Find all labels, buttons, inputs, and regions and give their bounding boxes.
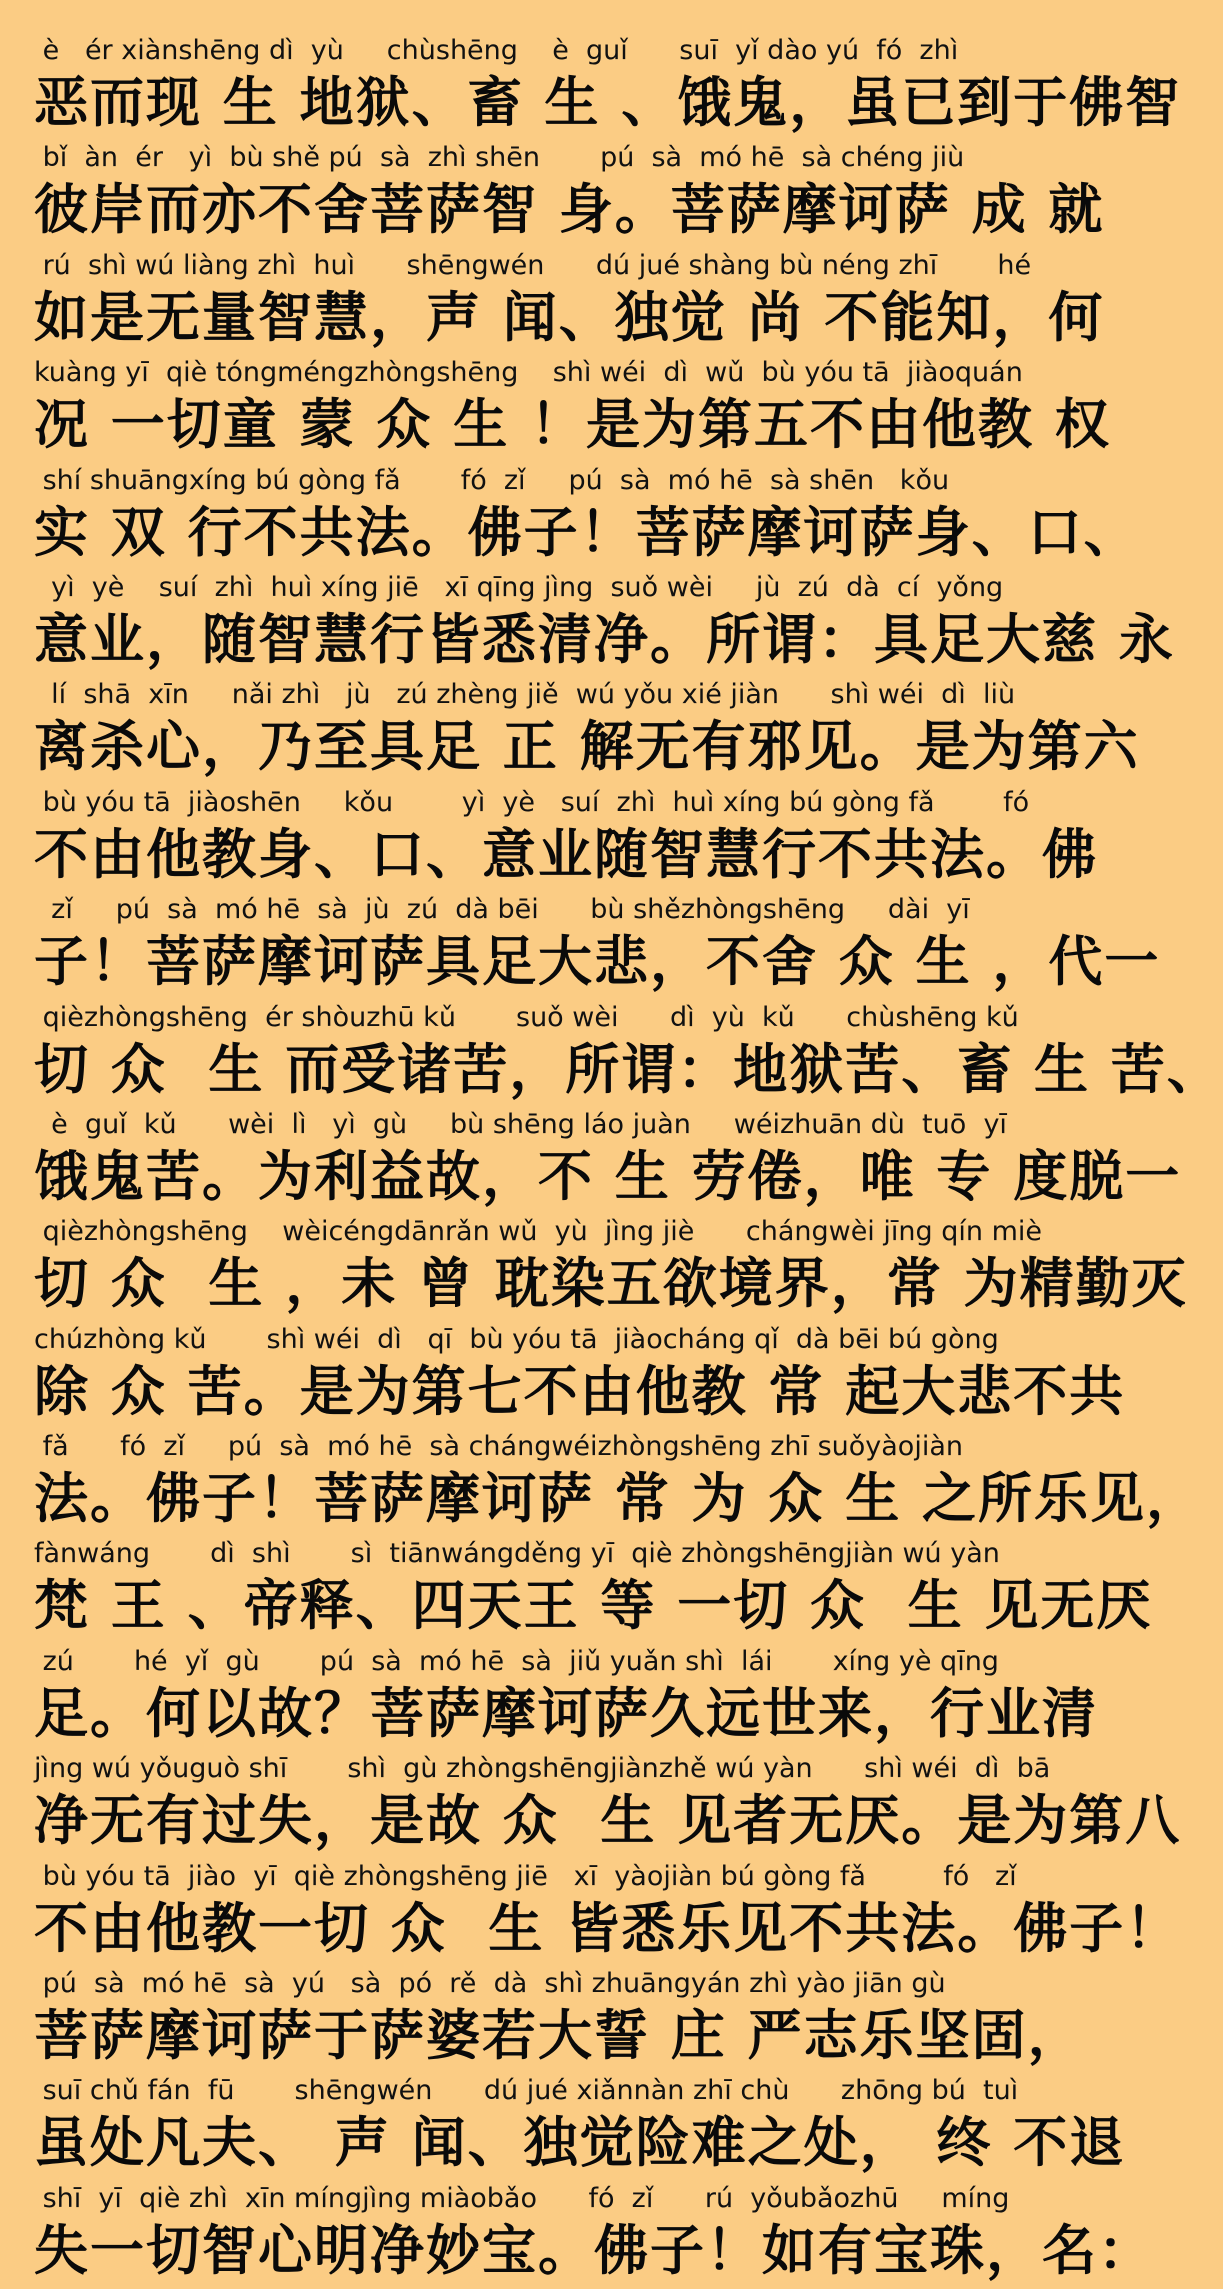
- hanzi-row: 切 众 生 而受诸苦，所谓：地狱苦、畜 生 苦、: [34, 1037, 1223, 1101]
- pinyin-row: rú shì wú liàng zhì huì shēngwén dú jué shàng bù néng zhī hé: [34, 249, 1032, 281]
- hanzi-row: 离杀心，乃至具足 正 解无有邪见。是为第六: [34, 715, 1140, 779]
- text-line-5: [0, 464, 1140, 571]
- hanzi-row: 况 一切童 蒙 众 生 ！是为第五不由他教 权: [34, 393, 1111, 457]
- text-line-4: [0, 356, 1111, 463]
- pinyin-row: bǐ àn ér yì bù shě pú sà zhì shēn pú sà mó hē sà chéng jiù: [34, 142, 965, 174]
- hanzi-row: 不由他教身、口、意业随智慧行不共法。佛: [34, 822, 1098, 886]
- text-line-20: [0, 2074, 1126, 2181]
- hanzi-row: 菩萨摩诃萨于萨婆若大誓 庄 严志乐坚固，: [34, 2004, 1084, 2068]
- hanzi-row: 如是无量智慧，声 闻、独觉 尚 不能知，何: [34, 285, 1105, 349]
- hanzi-row: 足。何以故？菩萨摩诃萨久远世来，行业清: [34, 1681, 1098, 1745]
- text-line-17: [0, 1752, 1182, 1859]
- pinyin-row: bù yóu tā jiào yī qiè zhòngshēng jiē xī yàojiàn bú gòng fǎ fó zǐ: [34, 1860, 1017, 1892]
- hanzi-row: 虽处凡夫、 声 闻、独觉险难之处， 终 不退: [34, 2111, 1126, 2175]
- text-line-3: [0, 249, 1105, 356]
- text-line-6: [0, 571, 1175, 678]
- pinyin-row: fǎ fó zǐ pú sà mó hē sà chángwéizhòngshēng zhī suǒyàojiàn: [34, 1431, 963, 1463]
- hanzi-row: 意业，随智慧行皆悉清净。所谓：具足大慈 永: [34, 607, 1175, 671]
- pinyin-row: shī yī qiè zhì xīn míngjìng miàobǎo fó zǐ rú yǒubǎozhū míng: [34, 2182, 1010, 2214]
- text-line-18: [0, 1860, 1182, 1967]
- text-line-15: [0, 1537, 1153, 1644]
- pinyin-row: è guǐ kǔ wèi lì yì gù bù shēng láo juàn wéizhuān dù tuō yī: [34, 1108, 1007, 1140]
- text-line-1: [0, 34, 1182, 141]
- hanzi-row: 饿鬼苦。为利益故，不 生 劳倦，唯 专 度脱一: [34, 1144, 1182, 1208]
- pinyin-row: qièzhòngshēng wèicéngdānrǎn wǔ yù jìng jiè chángwèi jīng qín miè: [34, 1216, 1042, 1248]
- pinyin-row: chúzhòng kǔ shì wéi dì qī bù yóu tā jiàocháng qǐ dà bēi bú gòng: [34, 1323, 999, 1355]
- hanzi-row: 彼岸而亦不舍菩萨智 身。菩萨摩诃萨 成 就: [34, 178, 1105, 242]
- text-line-16: [0, 1645, 1098, 1752]
- pinyin-row: è ér xiànshēng dì yù chùshēng è guǐ suī yǐ dào yú fó zhì: [34, 35, 959, 66]
- text-line-12: [0, 1215, 1188, 1322]
- text-line-14: [0, 1430, 1202, 1537]
- text-line-21: [0, 2182, 1154, 2289]
- text-line-19: [0, 1967, 1084, 2074]
- hanzi-row: 不由他教一切 众 生 皆悉乐见不共法。佛子！: [34, 1896, 1182, 1960]
- hanzi-row: 实 双 行不共法。佛子！菩萨摩诃萨身、口、: [34, 500, 1140, 564]
- text-line-11: [0, 1108, 1182, 1215]
- hanzi-row: 恶而现 生 地狱、畜 生 、饿鬼，虽已到于佛智: [34, 71, 1182, 134]
- text-line-8: [0, 786, 1098, 893]
- pinyin-row: bù yóu tā jiàoshēn kǒu yì yè suí zhì huì xíng bú gòng fǎ fó: [34, 786, 1030, 818]
- pinyin-row: zǐ pú sà mó hē sà jù zú dà bēi bù shězhòngshēng dài yī: [34, 894, 970, 926]
- text-line-13: [0, 1323, 1126, 1430]
- pinyin-row: jìng wú yǒuguò shī shì gù zhòngshēngjiànzhě wú yàn shì wéi dì bā: [34, 1753, 1051, 1785]
- pinyin-row: zú hé yǐ gù pú sà mó hē sà jiǔ yuǎn shì lái xíng yè qīng: [34, 1645, 999, 1677]
- text-line-7: [0, 678, 1140, 785]
- hanzi-row: 净无有过失，是故 众 生 见者无厌。是为第八: [34, 1789, 1182, 1853]
- pinyin-row: fànwáng dì shì sì tiānwángděng yī qiè zhòngshēngjiàn wú yàn: [34, 1538, 1000, 1570]
- pinyin-row: yì yè suí zhì huì xíng jiē xī qīng jìng suǒ wèi jù zú dà cí yǒng: [34, 571, 1004, 603]
- hanzi-row: 切 众 生 ，未 曾 耽染五欲境界，常 为精勤灭: [34, 1252, 1188, 1316]
- hanzi-row: 子！菩萨摩诃萨具足大悲，不舍 众 生 ，代一: [34, 930, 1161, 994]
- pinyin-row: qièzhòngshēng ér shòuzhū kǔ suǒ wèi dì yù kǔ chùshēng kǔ: [34, 1001, 1019, 1033]
- hanzi-row: 除 众 苦。是为第七不由他教 常 起大悲不共: [34, 1359, 1126, 1423]
- text-line-2: [0, 141, 1105, 248]
- text-line-10: [0, 1001, 1223, 1108]
- pinyin-row: kuàng yī qiè tóngméngzhòngshēng shì wéi dì wǔ bù yóu tā jiàoquán: [34, 357, 1023, 389]
- hanzi-row: 法。佛子！菩萨摩诃萨 常 为 众 生 之所乐见，: [34, 1467, 1202, 1531]
- pinyin-row: suī chǔ fán fū shēngwén dú jué xiǎnnàn zhī chù zhōng bú tuì: [34, 2075, 1019, 2107]
- pinyin-row: lí shā xīn nǎi zhì jù zú zhèng jiě wú yǒu xié jiàn shì wéi dì liù: [34, 679, 1016, 711]
- pinyin-row: pú sà mó hē sà yú sà pó rě dà shì zhuāngyán zhì yào jiān gù: [34, 1968, 946, 2000]
- text-line-9: [0, 893, 1161, 1000]
- hanzi-row: 梵 王 、帝释、四天王 等 一切 众 生 见无厌: [34, 1574, 1153, 1638]
- hanzi-row: 失一切智心明净妙宝。佛子！如有宝珠，名：: [34, 2218, 1154, 2282]
- pinyin-row: shí shuāngxíng bú gòng fǎ fó zǐ pú sà mó hē sà shēn kǒu: [34, 464, 950, 496]
